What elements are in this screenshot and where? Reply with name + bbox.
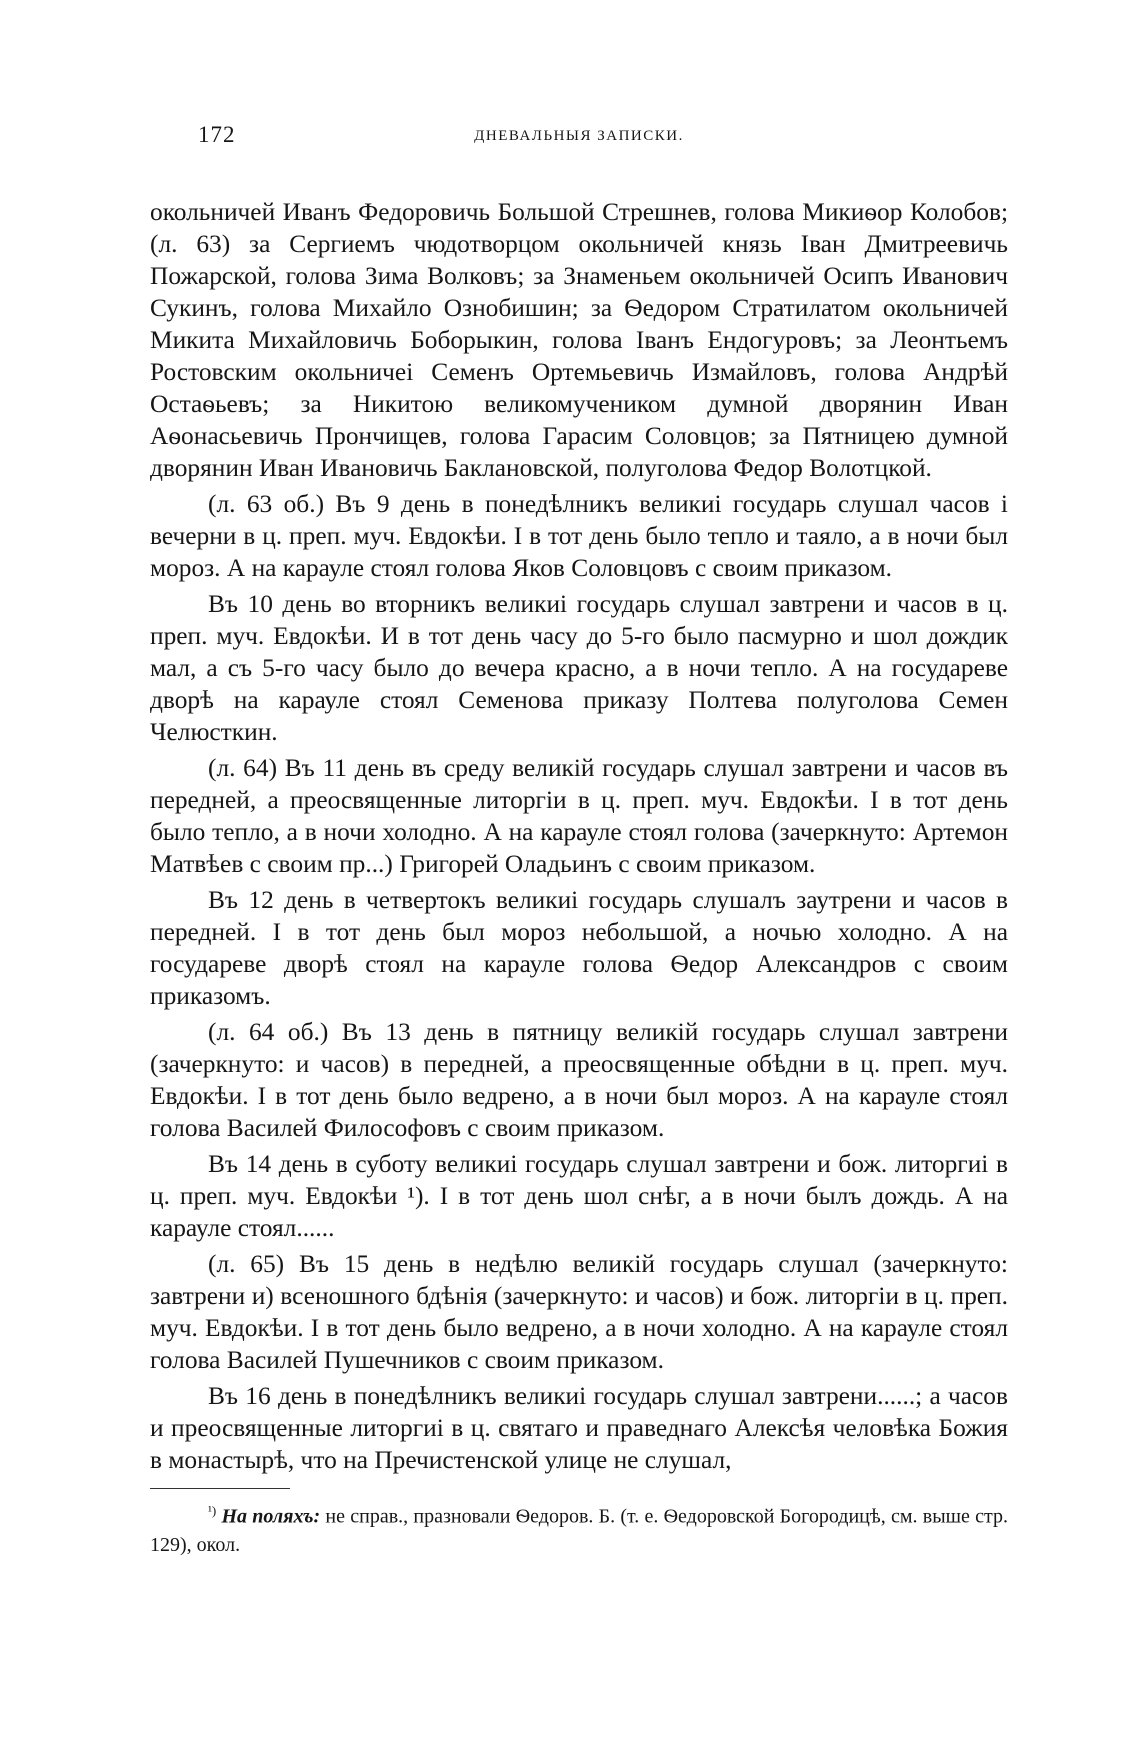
paragraph: Въ 12 день в четвертокъ великиі государь слушалъ заутрени и часов в передней. І в тот день был мороз небольшой, а ночью холодно. А на государеве дворѣ стоял на карауле голова Ѳедор Александров с своим приказомъ. [150,886,1008,1010]
paragraph: окольничей Иванъ Федоровичь Большой Стрешнев, голова Микиѳор Колобов; (л. 63) за Сергиемъ чюдотворцом окольничей князь Іван Дмитреевичь Пожарской, голова Зима Волковъ; за Знаменьем окольничей Осипъ Иванович Сукинъ, голова Михайло Ознобишин; за Ѳедором Стратилатом окольничей Микита Михайловичь Боборыкин, голова Іванъ Ендогуровъ; за Леонтьемъ Ростовским окольничеі Семенъ Ортемьевичь Измайловъ, голова Андрѣй Остаѳьевъ; за Никитою великомучеником думной дворянин Иван Аѳонасьевичь Прончищев, голова Гарасим Соловцов; за Пятницею думной дворянин Иван Ивановичь Баклановской, полуголова Федор Волотцкой. [150,198,1008,482]
footnote [150,1497,1008,1559]
footnote-separator [150,1488,290,1489]
paragraph: (л. 63 об.) Въ 9 день в понедѣлникъ великиі государь слушал часов і вечерни в ц. преп. муч. Евдокѣи. І в тот день было тепло и таяло, а в ночи был мороз. А на карауле стоял голова Яков Соловцовъ с своим приказом. [150,490,1008,582]
paragraph: Въ 16 день в понедѣлникъ великиі государь слушал завтрени......; а часов и преосвященные литоргиі в ц. святаго и праведнаго Алексѣя человѣка Божия в монастырѣ, что на Пречистенской улице не слушал, [150,1382,1008,1474]
paragraph: (л. 64) Въ 11 день въ среду великій государь слушал завтрени и часов въ передней, а преосвященные литоргіи в ц. преп. муч. Евдокѣи. І в тот день было тепло, а в ночи холодно. А на карауле стоял голова (зачеркнуто: Артемон Матвѣев с своим пр...) Григорей Оладьинъ с своим приказом. [150,754,1008,878]
paragraph: Въ 14 день в суботу великиі государь слушал завтрени и бож. литоргиі в ц. преп. муч. Евдокѣи ¹). І в тот день шол снѣг, а в ночи былъ дождь. А на карауле стоял...... [150,1150,1008,1242]
page-number: 172 [198,122,236,147]
header-title: ДНЕВАЛЬНЫЯ ЗАПИСКИ. [474,128,684,144]
paragraph: (л. 64 об.) Въ 13 день в пятницу великій государь слушал завтрени (зачеркнуто: и часов) в передней, а преосвященные обѣдни в ц. преп. муч. Евдокѣи. І в тот день было ведрено, а в ночи был мороз. А на карауле стоял голова Василей Философовъ с своим приказом. [150,1018,1008,1142]
book-page [150,122,1008,1559]
footnote-label: На поляхъ: [221,1505,321,1528]
paragraph: (л. 65) Въ 15 день в недѣлю великій государь слушал (зачеркнуто: завтрени и) всеношного бдѣнія (зачеркнуто: и часов) и бож. литоргіи в ц. преп. муч. Евдокѣи. І в тот день было ведрено, а в ночи холодно. А на карауле стоял голова Василей Пушечников с своим приказом. [150,1250,1008,1374]
running-head [150,122,1008,162]
footnote-marker: ¹) [208,1503,217,1518]
footnote-text: не справ., празновали Ѳедоров. Б. (т. е. Ѳедоровской Богородицѣ, см. выше стр. 129), окол. [150,1505,1009,1556]
body-text [150,196,1008,1476]
paragraph: Въ 10 день во вторникъ великиі государь слушал завтрени и часов в ц. преп. муч. Евдокѣи. И в тот день часу до 5-го было пасмурно и шол дождик мал, а съ 5-го часу было до вечера красно, а в ночи тепло. А на государеве дворѣ на карауле стоял Семенова приказу Полтева полуголова Семен Челюсткин. [150,590,1008,746]
